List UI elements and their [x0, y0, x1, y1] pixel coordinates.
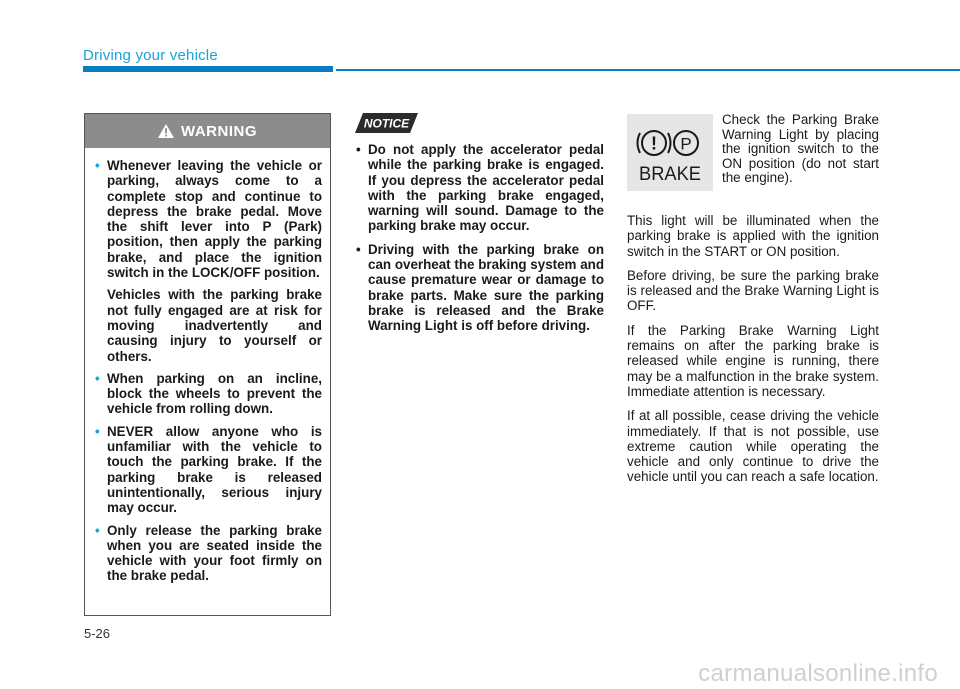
warning-item — [95, 158, 322, 364]
paragraph: This light will be illuminated when the parking brake is applied with the ignition switch in the START or ON position. — [627, 213, 879, 259]
notice-item — [356, 242, 604, 334]
brake-label: BRAKE — [639, 164, 701, 185]
warning-item-text: NEVER allow anyone who is unfamiliar with the vehicle to touch the parking brake. If the parking brake is released unintentionally, serious injury may occur. — [107, 423, 322, 516]
brake-exclaim-symbol: ! — [651, 133, 657, 154]
right-column-paragraphs — [627, 213, 879, 494]
notice-item-text: Driving with the parking brake on can overheat the braking system and cause premature wear or damage to brake parts. Make sure the parking brake is released and the Brake Warning Light is off before driving. — [368, 241, 604, 334]
header-bar-light — [336, 69, 960, 71]
header-bar-dark — [83, 66, 333, 72]
warning-item-text: When parking on an incline, block the wheels to prevent the vehicle from rolling down. — [107, 370, 322, 417]
warning-item — [95, 424, 322, 516]
bullet-icon: • — [95, 522, 100, 538]
warning-item-text: Only release the parking brake when you are seated inside the vehicle with your foot firmly on the brake pedal. — [107, 522, 322, 584]
bullet-icon: • — [95, 158, 100, 173]
warning-item-text: Whenever leaving the vehicle or parking, always come to a complete stop and continue to depress the brake pedal. Move the shift lever into P (Park) position, then apply the parking brake, and place the ignition switch in the LOCK/OFF position. — [107, 158, 322, 281]
paragraph: If the Parking Brake Warning Light remains on after the parking brake is released while engine is running, there may be a malfunction in the brake system. Immediate attention is necessary. — [627, 322, 879, 399]
warning-header — [85, 114, 330, 148]
warning-title: WARNING — [181, 122, 257, 140]
bullet-icon: • — [95, 370, 100, 386]
section-title: Driving your vehicle — [83, 47, 218, 64]
warning-item — [95, 523, 322, 584]
warning-box — [84, 113, 331, 616]
brake-light-description: Check the Parking Brake Warning Light by placing the ignition switch to the ON position (do not start the engine). — [722, 112, 879, 186]
notice-list — [356, 142, 604, 342]
warning-item — [95, 371, 322, 417]
bullet-icon: • — [95, 423, 100, 439]
paragraph: If at all possible, cease driving the vehicle immediately. If that is not possible, use extreme caution while operating the vehicle and only continue to drive the vehicle until you can reach a safe location. — [627, 408, 879, 485]
notice-badge — [355, 113, 418, 133]
bullet-icon: • — [356, 142, 361, 157]
bullet-icon: • — [356, 241, 361, 257]
notice-item-text: Do not apply the accelerator pedal while the parking brake is engaged. If you depress the accelerator pedal with the parking brake engaged, warning will sound. Damage to the parking brake may occur. — [368, 142, 604, 234]
brake-p-symbol: P — [680, 134, 692, 154]
warning-item-subtext: Vehicles with the parking brake not fully engaged are at risk for moving inadvertently and causing injury to yourself or others. — [107, 287, 322, 364]
watermark: carmanualsonline.info — [698, 660, 938, 687]
notice-item — [356, 142, 604, 234]
warning-triangle-icon — [158, 124, 174, 138]
brake-symbol-icon — [627, 114, 713, 191]
warning-body — [85, 148, 330, 584]
brake-warning-light-icon — [627, 114, 713, 191]
paragraph: Before driving, be sure the parking brake is released and the Brake Warning Light is OFF. — [627, 267, 879, 314]
notice-badge-label: NOTICE — [363, 116, 410, 131]
page-number: 5-26 — [84, 626, 111, 641]
